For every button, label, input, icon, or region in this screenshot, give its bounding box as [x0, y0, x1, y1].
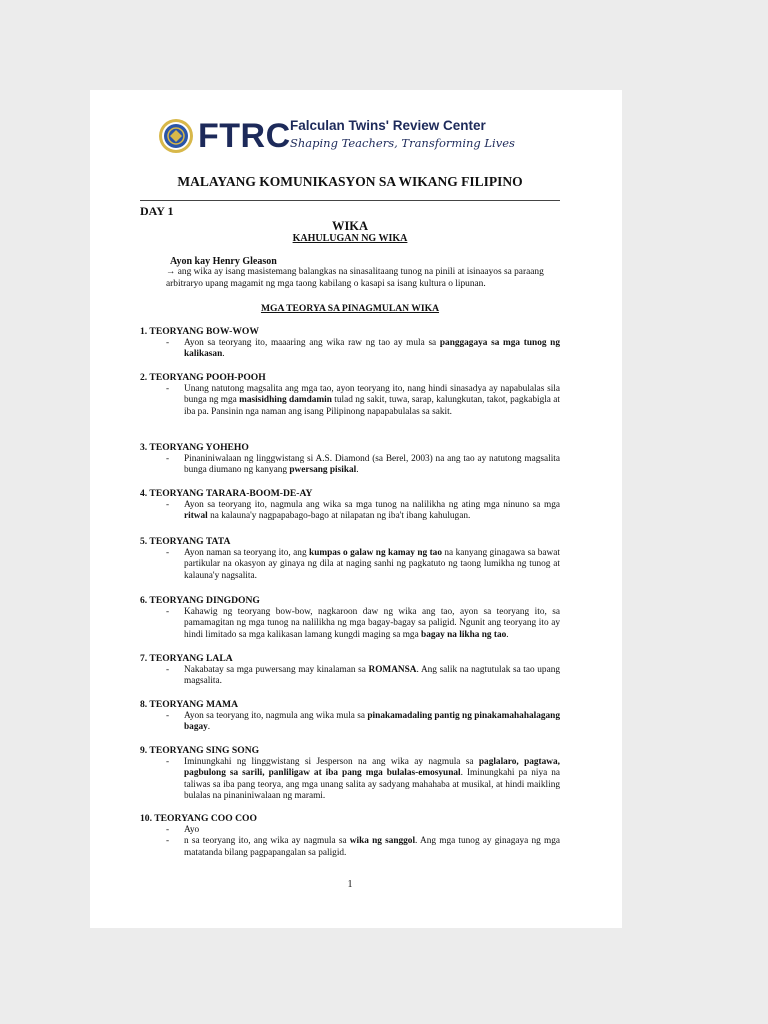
theory-title: 8. TEORYANG MAMA: [140, 699, 239, 710]
theory-bullet: [166, 607, 560, 642]
theory-title: 4. TEORYANG TARARA-BOOM-DE-AY: [140, 488, 313, 499]
theory-item: [140, 372, 560, 418]
theory-title: 1. TEORYANG BOW-WOW: [140, 326, 259, 337]
gleason-definition: → ang wika ay isang masistemang balangkas na sinasalitaang tunog na pinili at isinaayos sa paraang arbitraryo upang magamit ng mga taong kabilang o kasapi sa isang kultura o lipunan.: [166, 267, 544, 289]
theory-item: [140, 813, 560, 859]
theory-title: 7. TEORYANG LALA: [140, 653, 233, 664]
bullet-text: Iminungkahi ng linggwistang si Jesperson na ang wika ay nagmula sa paglalaro, pagtawa, pagbulong sa sarili, panliligaw at iba pang mga bulalas-emosyunal. Iminungkahi pa niya na taliwas sa iba pang teorya, ang mga unang salita ay sadyang mahahaba at musikal, at hindi maikling bulalas na pinaniniwalaan ng marami.: [184, 756, 561, 802]
bullet-text: Ayon sa teoryang ito, nagmula ang wika sa mga tunog na nalilikha ng ating mga ninuno sa mga ritwal na kalauna'y nagpapabago-bago at nilapatan ng iba't ibang kahulugan.: [184, 499, 560, 522]
theory-item: [140, 745, 560, 803]
bullet-text: Ayon naman sa teoryang ito, ang kumpas o galaw ng kamay ng tao na kanyang ginagawa sa bawat partikular na okasyon ay ginaya ng dila at naging sanhi ng pagkatuto ng taong lumikha ng tunog at kalauna'y nagsalita.: [184, 547, 560, 581]
theory-bullet: [166, 836, 560, 859]
theory-title: 10. TEORYANG COO COO: [140, 813, 257, 824]
bullet-dash: -: [166, 383, 170, 394]
bullet-text: Unang natutong magsalita ang mga tao, ayon teoryang ito, nang hindi sinasadya ay napabulalas sila bunga ng mga masisidhing damdamin tulad ng sakit, tuwa, sarap, kalungkutan, takot, pagkabigla at iba pa. Pansinin nga naman ang isang Pilipinong napapabulalas sa sakit.: [184, 383, 561, 417]
theory-item: [140, 699, 560, 734]
document-page: [90, 90, 622, 928]
bullet-text: n sa teoryang ito, ang wika ay nagmula sa wika ng sanggol. Ang mga tunog ay ginagaya ng mga matatanda bilang pagpapangalan sa paligid.: [184, 836, 560, 858]
theory-item: [140, 595, 560, 641]
theory-bullet: [166, 384, 560, 419]
org-name: Falculan Twins' Review Center: [290, 118, 486, 133]
theory-title: 5. TEORYANG TATA: [140, 536, 231, 547]
theory-item: [140, 326, 560, 361]
section-title: WIKA: [331, 219, 369, 233]
document-title: MALAYANG KOMUNIKASYON SA WIKANG FILIPINO: [177, 174, 523, 189]
theory-bullet: [166, 454, 560, 477]
bullet-dash: -: [166, 824, 170, 835]
logo-text: FTRC: [198, 117, 291, 155]
theory-bullet: [166, 500, 560, 523]
theory-bullet: [166, 711, 560, 734]
bullet-dash: -: [166, 710, 170, 721]
theory-item: [140, 442, 560, 477]
title-divider: [140, 200, 560, 201]
theory-title: 3. TEORYANG YOHEHO: [140, 442, 249, 453]
theory-bullet: [166, 665, 560, 688]
seal-icon: [158, 118, 194, 154]
bullet-dash: -: [166, 836, 170, 847]
subsection-title: KAHULUGAN NG WIKA: [292, 233, 408, 244]
bullet-text: Ayon sa teoryang ito, maaaring ang wika raw ng tao ay mula sa panggagaya sa mga tunog ng kalikasan.: [184, 337, 560, 360]
bullet-dash: -: [166, 499, 170, 510]
bullet-dash: -: [166, 337, 170, 348]
theory-bullet: [166, 757, 560, 803]
theory-item: [140, 653, 560, 688]
bullet-text: Nakabatay sa mga puwersang may kinalaman sa ROMANSA. Ang salik na nagtutulak sa tao upang magsalita.: [184, 664, 560, 687]
theories-title: MGA TEORYA SA PINAGMULAN WIKA: [260, 303, 440, 314]
bullet-dash: -: [166, 547, 170, 558]
bullet-text: Kahawig ng teoryang bow-bow, nagkaroon daw ng wika ang tao, ayon sa teoryang ito, sa pamamagitan ng mga tunog na nalilikha ng mga bagay-bagay sa paligid. Ngunit ang teoryang ito ay hindi limitado sa mga kalikasan lamang kungdi maging sa mga bagay na likha ng tao.: [184, 606, 560, 640]
day-label: DAY 1: [140, 204, 174, 218]
theory-item: [140, 536, 560, 582]
theory-title: 9. TEORYANG SING SONG: [140, 745, 260, 756]
theory-item: [140, 488, 560, 523]
theory-title: 6. TEORYANG DINGDONG: [140, 595, 260, 606]
gleason-heading: Ayon kay Henry Gleason: [170, 256, 277, 267]
page-number: 1: [347, 879, 353, 890]
theory-bullet: [166, 825, 560, 837]
tagline: Shaping Teachers, Transforming Lives: [290, 136, 515, 150]
header-logo: [158, 116, 515, 158]
bullet-text: Pinaniniwalaan ng linggwistang si A.S. Diamond (sa Berel, 2003) na ang tao ay natutong magsalita bunga diumano ng kanyang pwersang pisikal.: [184, 453, 560, 476]
bullet-text: Ayon sa teoryang ito, nagmula ang wika mula sa pinakamadaling pantig ng pinakamahahalagang bagay.: [184, 710, 560, 733]
bullet-dash: -: [166, 756, 170, 767]
bullet-dash: -: [166, 453, 170, 464]
bullet-dash: -: [166, 664, 170, 675]
bullet-text: Ayo: [184, 824, 200, 835]
theory-bullet: [166, 338, 560, 361]
theory-title: 2. TEORYANG POOH-POOH: [140, 372, 266, 383]
theory-bullet: [166, 548, 560, 583]
bullet-dash: -: [166, 606, 170, 617]
